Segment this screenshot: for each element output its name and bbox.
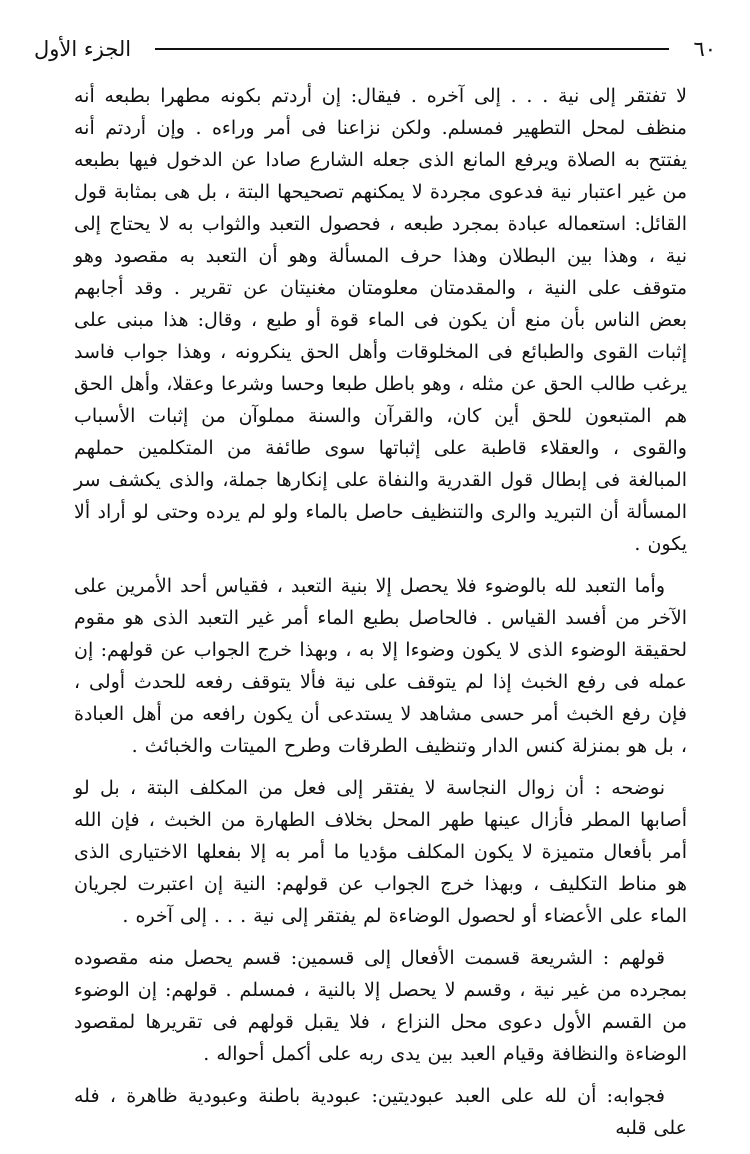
body-paragraph-2: وأما التعبد لله بالوضوء فلا يحصل إلا بنية التعبد ، فقياس أحد الأمرين على الآخر من أفسد القياس . فالحاصل بطبع الماء أمر غير التعبد الذى هو مقوم لحقيقة الوضوء الذى لا يكون وضوءا إلا به ، وبهذا خرج الجواب عن قولهم: إن عمله فى رفع الخبث إذا لم يتوقف على نية فألا يتوقف رفعه للحدث أولى ، فإن رفع الخبث أمر حسى مشاهد لا يستدعى أن يكون رافعه من أهل العبادة ، بل هو بمنزلة كنس الدار وتنظيف الطرقات وطرح الميتات والخبائث . (74, 575, 687, 757)
page-body (74, 80, 687, 1154)
running-title: الجزء الأول (34, 37, 132, 61)
page-header (34, 32, 716, 66)
body-paragraph-5: فجوابه: أن لله على العبد عبوديتين: عبودية باطنة وعبودية ظاهرة ، فله على قلبه (74, 1085, 687, 1139)
page-number: ٦٠ (693, 37, 716, 61)
body-paragraph-1: لا تفتقر إلى نية . . . إلى آخره . فيقال: إن أردتم بكونه مطهرا بطبعه أنه منظف لمحل التطهير فمسلم. ولكن نزاعنا فى أمر وراءه . وإن أردتم أنه يفتتح به الصلاة ويرفع المانع الذى جعله الشارع صادا عن الدخول فيها بطبعه من غير اعتبار نية فدعوى مجردة لا يمكنهم تصحيحها البتة ، بل هى بمثابة قول القائل: استعماله عبادة بمجرد طبعه ، فحصول التعبد والثواب به لا يحتاج إلى نية ، وهذا بين البطلان وهذا حرف المسألة وهو أن التعبد به مقصود وهو متوقف على النية ، والمقدمتان معلومتان مغنيتان عن تقرير . وقد أجابهم بعض الناس بأن منع أن يكون فى الماء قوة أو طبع ، وقال: هذا مبنى على إثبات القوى والطبائع فى المخلوقات وأهل الحق ينكرونه ، وهذا جواب فاسد يرغب طالب الحق عن مثله ، وهو باطل طبعا وحسا وشرعا وعقلا، وأهل الحق هم المتبعون للحق أين كان، والقرآن والسنة مملوآن من إثبات الأسباب والقوى ، والعقلاء قاطبة على إثباتها سوى طائفة من المتكلمين حملهم المبالغة فى إبطال قول القدرية والنفاة على إنكارها جملة، والذى يكشف سر المسألة أن التبريد والرى والتنظيف حاصل بالماء ولو لم يرده وحتى لو أراد ألا يكون . (74, 85, 687, 555)
body-paragraph-3: نوضحه : أن زوال النجاسة لا يفتقر إلى فعل من المكلف البتة ، بل لو أصابها المطر فأزال عينها طهر المحل بخلاف الطهارة من الخبث ، فإن الله أمر بأفعال متميزة لا يكون المكلف مؤديا ما أمر به إلا بفعلها الاختيارى الذى هو مناط التكليف ، وبهذا خرج الجواب عن قولهم: النية إن اعتبرت لجريان الماء على الأعضاء أو لحصول الوضاءة لم يفتقر إلى نية . . . إلى آخره . (74, 777, 687, 927)
header-divider (155, 48, 669, 50)
body-paragraph-4: قولهم : الشريعة قسمت الأفعال إلى قسمين: قسم يحصل منه مقصوده بمجرده من غير نية ، وقسم لا يحصل إلا بالنية ، فمسلم . قولهم: إن الوضوء من القسم الأول دعوى محل النزاع ، فلا يقبل قولهم فى تقريرها لمقصود الوضاءة والنظافة وقيام العبد بين يدى ربه على أكمل أحواله . (74, 947, 687, 1065)
